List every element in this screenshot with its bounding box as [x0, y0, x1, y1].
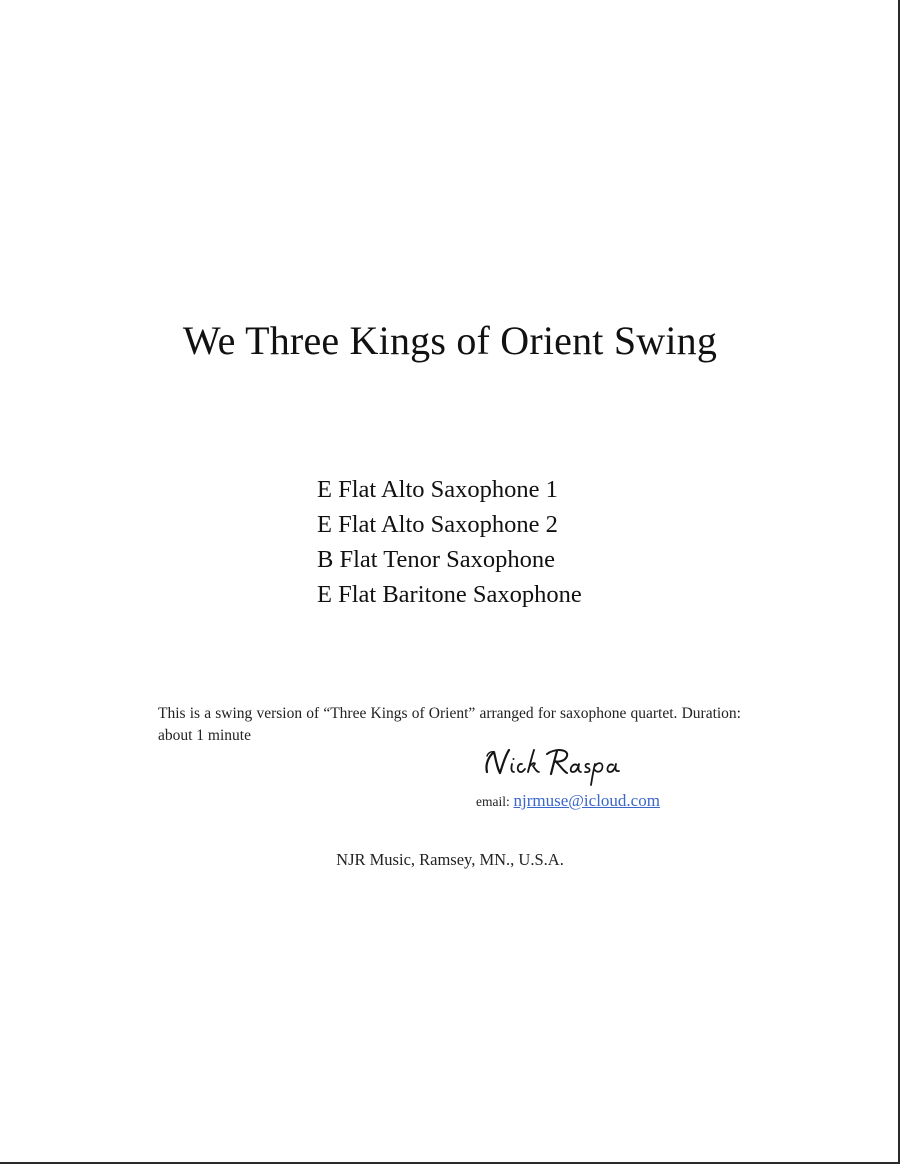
- email-link[interactable]: njrmuse@icloud.com: [513, 791, 660, 810]
- email-label: email:: [476, 794, 510, 809]
- signature-image: [481, 742, 641, 788]
- instrument-item: B Flat Tenor Saxophone: [317, 546, 556, 573]
- publisher-info: NJR Music, Ramsey, MN., U.S.A.: [336, 850, 564, 869]
- instrument-item: E Flat Baritone Saxophone: [317, 581, 582, 608]
- contact-email: [476, 790, 660, 813]
- page-title: We Three Kings of Orient Swing: [182, 318, 718, 363]
- instrument-item: E Flat Alto Saxophone 2: [317, 511, 558, 538]
- arrangement-description: This is a swing version of “Three Kings of Orient” arranged for saxophone quartet. Duration: about 1 minute: [158, 705, 741, 744]
- instrument-item: E Flat Alto Saxophone 1: [317, 476, 558, 503]
- instrument-list: [317, 472, 582, 612]
